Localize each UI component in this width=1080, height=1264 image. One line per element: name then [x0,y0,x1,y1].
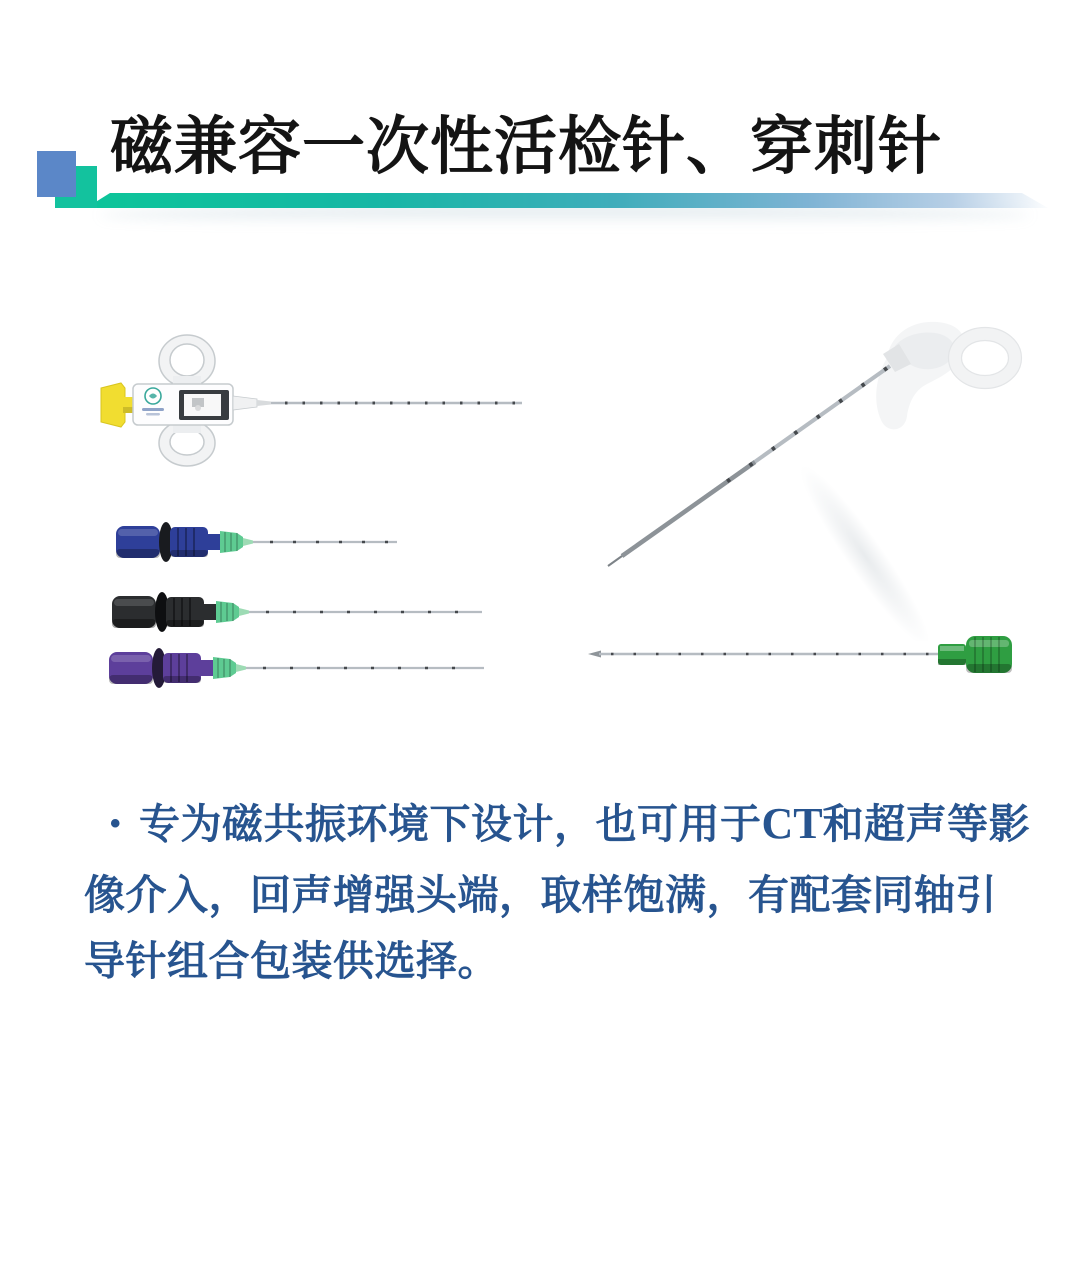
grip-ring [955,334,1015,382]
product-description [84,791,1031,994]
biopsy-needle-purple-image [103,645,493,691]
plunger [101,383,125,427]
puncture-needle-diagonal-image [565,306,1045,641]
biopsy-needle-black-image [106,589,491,635]
description-text: 和超声等影 [822,801,1031,847]
biopsy-gun-image [95,328,535,478]
page-title: 磁兼容一次性活检针、穿刺针 [110,112,942,182]
bullet-icon: • [110,807,122,840]
description-line-3: 导针组合包装供选择。 [84,938,499,984]
accent-bar [86,193,1048,208]
description-line-2: 像介入，回声增强头端，取样饱满，有配套同轴引 [84,872,997,918]
accent-bar-shadow [100,206,1030,224]
biopsy-needle-blue-image [110,519,410,569]
needle-shadow [787,456,943,641]
ct-abbreviation: CT [761,799,823,848]
coaxial-needle-image [583,632,1023,682]
description-text: 专为磁共振环境下设计，也可用于 [139,801,762,847]
description-line-1 [84,791,1031,862]
accent-square-blue [37,151,76,197]
